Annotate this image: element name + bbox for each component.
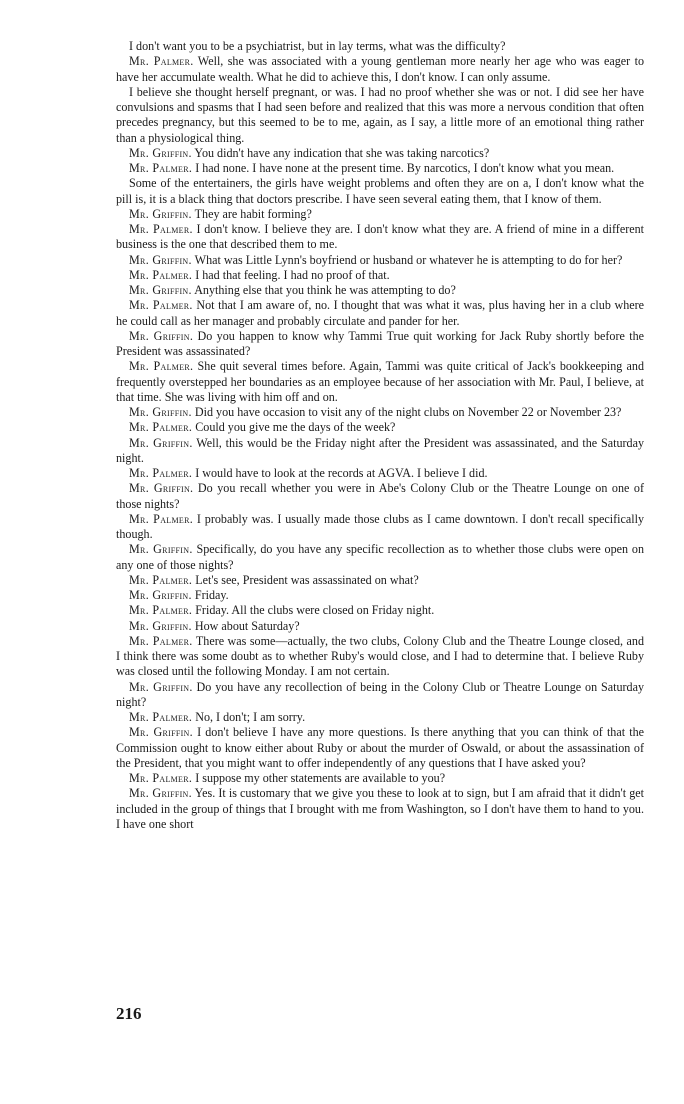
speaker-label: Mr. Griffin. bbox=[129, 405, 192, 419]
paragraph-text: Specifically, do you have any specific recollection as to whether those clubs were open on any one of those nights? bbox=[116, 542, 644, 572]
speaker-label: Mr. Griffin. bbox=[129, 145, 192, 160]
paragraph-text: You didn't have any indication that she was taking narcotics? bbox=[191, 145, 490, 160]
speaker-label: Mr. Griffin. bbox=[129, 725, 193, 740]
speaker-label: Mr. Griffin. bbox=[129, 786, 192, 801]
paragraph bbox=[116, 146, 644, 161]
speaker-label: Mr. Griffin. bbox=[129, 328, 194, 343]
paragraph-text: I don't know. I believe they are. I don't know what they are. A friend of mine in a different business is the one that described them to me. bbox=[116, 222, 645, 252]
paragraph bbox=[116, 207, 644, 222]
speaker-label: Mr. Griffin. bbox=[129, 283, 192, 297]
paragraph-text: Well, she was associated with a young gentleman more nearly her age who was eager to have her accumulate wealth. What he did to achieve this, I don't know. I can only assume. bbox=[116, 54, 645, 84]
speaker-label: Mr. Griffin. bbox=[129, 618, 192, 633]
paragraph-text: Well, this would be the Friday night after the President was assassinated, and the Saturday night. bbox=[116, 435, 644, 465]
paragraph-text: Friday. All the clubs were closed on Friday night. bbox=[192, 603, 435, 618]
paragraph-text: What was Little Lynn's boyfriend or husband or whatever he is attempting to do for her? bbox=[191, 252, 623, 267]
paragraph bbox=[116, 39, 644, 54]
paragraph bbox=[116, 573, 644, 588]
speaker-label: Mr. Palmer. bbox=[129, 633, 193, 648]
paragraph-text: Anything else that you think he was attempting to do? bbox=[191, 283, 456, 297]
transcript-body bbox=[116, 39, 644, 832]
paragraph bbox=[116, 634, 644, 680]
paragraph-text: They are habit forming? bbox=[191, 206, 312, 221]
paragraph-text: I suppose my other statements are available to you? bbox=[192, 771, 446, 785]
speaker-label: Mr. Palmer. bbox=[129, 710, 193, 724]
speaker-label: Mr. Griffin. bbox=[129, 542, 193, 557]
paragraph-text: I don't want you to be a psychiatrist, but in lay terms, what was the difficulty? bbox=[129, 39, 506, 53]
paragraph bbox=[116, 85, 644, 146]
paragraph-text: I probably was. I usually made those clubs as I came downtown. I don't recall specifically though. bbox=[116, 511, 644, 541]
paragraph-text: I don't believe I have any more questions. Is there anything that you can think of that the Commission ought to know either about Ruby or about the murder of Oswald, or about the assassination of the President, that you might want to offer independently of any questions that I have asked you? bbox=[116, 725, 644, 770]
speaker-label: Mr. Palmer. bbox=[129, 222, 193, 236]
paragraph-text: I had none. I have none at the present time. By narcotics, I don't know what you mean. bbox=[192, 161, 615, 175]
speaker-label: Mr. Palmer. bbox=[129, 359, 194, 374]
paragraph bbox=[116, 176, 644, 207]
page-number: 216 bbox=[116, 1004, 142, 1023]
paragraph-text: I had that feeling. I had no proof of that. bbox=[192, 267, 390, 282]
paragraph bbox=[116, 54, 644, 85]
speaker-label: Mr. Griffin. bbox=[129, 435, 193, 450]
paragraph bbox=[116, 481, 644, 512]
paragraph bbox=[116, 253, 644, 268]
paragraph-text: Friday. bbox=[191, 588, 229, 602]
speaker-label: Mr. Palmer. bbox=[129, 161, 193, 175]
paragraph bbox=[116, 329, 644, 360]
paragraph-text: Could you give me the days of the week? bbox=[192, 420, 396, 435]
speaker-label: Mr. Griffin. bbox=[129, 206, 192, 221]
paragraph bbox=[116, 222, 644, 253]
speaker-label: Mr. Palmer. bbox=[129, 267, 193, 282]
paragraph bbox=[116, 359, 644, 405]
paragraph-text: Let's see, President was assassinated on what? bbox=[192, 572, 419, 587]
paragraph bbox=[116, 786, 644, 832]
speaker-label: Mr. Palmer. bbox=[129, 572, 193, 587]
paragraph-text: No, I don't; I am sorry. bbox=[192, 710, 306, 724]
paragraph-text: Do you happen to know why Tammi True quit working for Jack Ruby shortly before the President was assassinated? bbox=[116, 328, 644, 358]
paragraph-text: Do you have any recollection of being in the Colony Club or Theatre Lounge on Saturday night? bbox=[116, 679, 644, 709]
speaker-label: Mr. Palmer. bbox=[129, 771, 193, 785]
speaker-label: Mr. Griffin. bbox=[129, 679, 193, 694]
paragraph bbox=[116, 603, 644, 618]
paragraph bbox=[116, 298, 644, 329]
speaker-label: Mr. Palmer. bbox=[129, 298, 193, 313]
paragraph bbox=[116, 161, 644, 176]
paragraph bbox=[116, 436, 644, 467]
paragraph bbox=[116, 542, 644, 573]
speaker-label: Mr. Palmer. bbox=[129, 603, 193, 618]
paragraph bbox=[116, 512, 644, 543]
paragraph-text: There was some—actually, the two clubs, Colony Club and the Theatre Lounge closed, and I think there was some doubt as to whether Ruby's would close, and I had to determine that. I believe Ruby was closed until the following Monday. I am not certain. bbox=[116, 633, 645, 679]
paragraph-text: She quit several times before. Again, Tammi was quite critical of Jack's bookkeeping and frequently overstepped her boundaries as an employee because of her association with Mr. Paul, I believe, at that time. She was living with him off and on. bbox=[116, 359, 645, 404]
speaker-label: Mr. Griffin. bbox=[129, 252, 192, 267]
speaker-label: Mr. Palmer. bbox=[129, 511, 194, 526]
speaker-label: Mr. Palmer. bbox=[129, 466, 193, 480]
speaker-label: Mr. Palmer. bbox=[129, 420, 193, 435]
paragraph-text: How about Saturday? bbox=[191, 618, 300, 633]
paragraph bbox=[116, 268, 644, 283]
paragraph bbox=[116, 283, 644, 298]
speaker-label: Mr. Palmer. bbox=[129, 54, 194, 69]
paragraph bbox=[116, 771, 644, 786]
paragraph bbox=[116, 680, 644, 711]
paragraph bbox=[116, 466, 644, 481]
paragraph bbox=[116, 420, 644, 435]
paragraph-text: Not that I am aware of, no. I thought that was what it was, plus having her in a club where he could call as her manager and probably circulate and pander for her. bbox=[116, 298, 645, 328]
paragraph-text: Yes. It is customary that we give you these to look at to sign, but I am afraid that it didn't get included in the group of things that I brought with me from Washington, so I don't have them to hand to you. I have one short bbox=[116, 786, 644, 831]
paragraph bbox=[116, 710, 644, 725]
paragraph-text: Did you have occasion to visit any of the night clubs on November 22 or November 23? bbox=[191, 405, 622, 419]
speaker-label: Mr. Griffin. bbox=[129, 588, 192, 602]
paragraph bbox=[116, 588, 644, 603]
paragraph-text: I would have to look at the records at AGVA. I believe I did. bbox=[192, 466, 488, 480]
paragraph bbox=[116, 619, 644, 634]
paragraph-text: Some of the entertainers, the girls have weight problems and often they are on a, I don't know what the pill is, it is a black thing that doctors prescribe. I have seen several eating them, that I know of them. bbox=[116, 176, 644, 206]
paragraph bbox=[116, 725, 644, 771]
paragraph-text: I believe she thought herself pregnant, or was. I had no proof whether she was or not. I did see her have convulsions and spasms that I had seen before and realized that this was more a nervous condition that often precedes pregnancy, but this seemed to be to me, again, as I say, a little more of an emotional thing rather than a physiological thing. bbox=[116, 84, 644, 145]
paragraph-text: Do you recall whether you were in Abe's Colony Club or the Theatre Lounge on one of those nights? bbox=[116, 481, 644, 511]
speaker-label: Mr. Griffin. bbox=[129, 481, 194, 496]
paragraph bbox=[116, 405, 644, 420]
